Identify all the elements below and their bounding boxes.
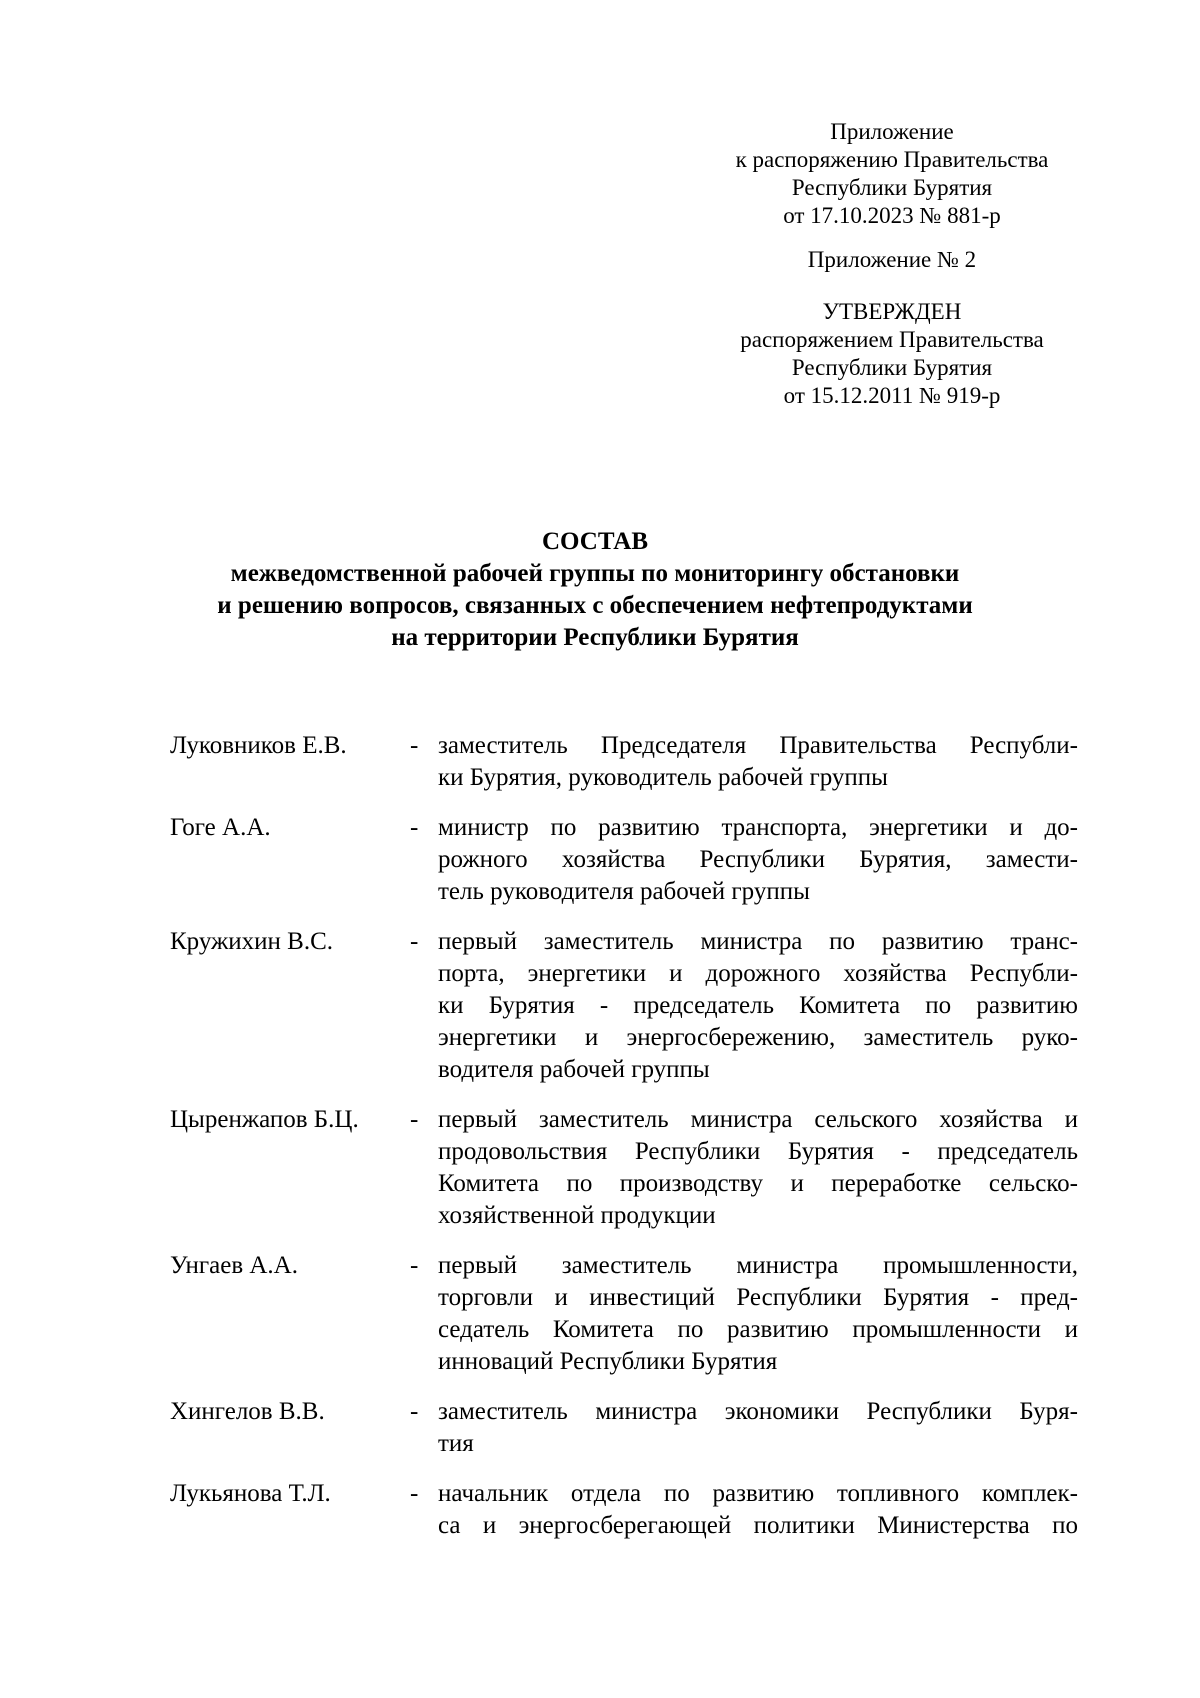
role-line: начальник отдела по развитию топливного комплек- <box>438 1480 1078 1507</box>
member-dash: - <box>410 1252 419 1279</box>
role-line: хозяйственной продукции <box>438 1202 716 1229</box>
member-row <box>170 1396 1090 1460</box>
role-line: продовольствия Республики Бурятия - председатель <box>438 1138 1078 1165</box>
role-line: седатель Комитета по развитию промышленности и <box>438 1316 1078 1343</box>
role-line: первый заместитель министра сельского хозяйства и <box>438 1106 1078 1133</box>
title-subtitle-line: межведомственной рабочей группы по мониторингу обстановки <box>230 560 960 587</box>
role-line: водителя рабочей группы <box>438 1056 710 1083</box>
member-dash: - <box>410 928 419 955</box>
member-row <box>170 1478 1090 1542</box>
member-name: Луковников Е.В. <box>170 732 347 759</box>
role-line: тель руководителя рабочей группы <box>438 878 810 905</box>
role-line: тия <box>438 1430 474 1457</box>
member-name: Цыренжапов Б.Ц. <box>170 1106 359 1133</box>
role-line: первый заместитель министра промышленности, <box>438 1252 1078 1279</box>
role-line: заместитель Председателя Правительства Республи- <box>438 732 1078 759</box>
member-row <box>170 926 1090 1086</box>
members-list <box>170 730 1090 1560</box>
title-subtitle-line: и решению вопросов, связанных с обеспечением нефтепродуктами <box>217 592 973 619</box>
role-line: порта, энергетики и дорожного хозяйства Республи- <box>438 960 1078 987</box>
member-dash: - <box>410 732 419 759</box>
member-dash: - <box>410 814 419 841</box>
role-line: торговли и инвестиций Республики Бурятия - пред- <box>438 1284 1078 1311</box>
document-title <box>0 526 1190 654</box>
role-line: министр по развитию транспорта, энергетики и до- <box>438 814 1078 841</box>
member-role <box>438 926 1078 1086</box>
role-line: ки Бурятия, руководитель рабочей группы <box>438 764 888 791</box>
role-line: первый заместитель министра по развитию транс- <box>438 928 1078 955</box>
appendix-header <box>712 118 1072 230</box>
member-role <box>438 1478 1078 1542</box>
title-heading: СОСТАВ <box>541 528 649 555</box>
appendix-date-number: от 17.10.2023 № 881-р <box>783 203 1001 228</box>
approved-date-number: от 15.12.2011 № 919-р <box>783 383 1001 408</box>
member-dash: - <box>410 1106 419 1133</box>
member-role <box>438 1104 1078 1232</box>
member-name: Унгаев А.А. <box>170 1252 298 1279</box>
appendix-republic: Республики Бурятия <box>791 175 993 200</box>
appendix-number-block <box>712 246 1072 274</box>
member-name: Гоге А.А. <box>170 814 271 841</box>
approved-order-ref: распоряжением Правительства <box>740 327 1044 352</box>
member-role <box>438 730 1078 794</box>
member-role <box>438 812 1078 908</box>
member-name: Хингелов В.В. <box>170 1398 325 1425</box>
member-row <box>170 1104 1090 1232</box>
role-line: рожного хозяйства Республики Бурятия, замести- <box>438 846 1078 873</box>
member-row <box>170 812 1090 908</box>
member-row <box>170 1250 1090 1378</box>
appendix-order-ref: к распоряжению Правительства <box>735 147 1049 172</box>
member-row <box>170 730 1090 794</box>
member-dash: - <box>410 1398 419 1425</box>
role-line: ки Бурятия - председатель Комитета по развитию <box>438 992 1078 1019</box>
approved-label: УТВЕРЖДЕН <box>822 299 962 324</box>
approved-header <box>712 298 1072 410</box>
role-line: са и энергосберегающей политики Министерства по <box>438 1512 1078 1539</box>
approved-republic: Республики Бурятия <box>791 355 993 380</box>
member-dash: - <box>410 1480 419 1507</box>
member-name: Кружихин В.С. <box>170 928 334 955</box>
role-line: инноваций Республики Бурятия <box>438 1348 778 1375</box>
member-name: Лукьянова Т.Л. <box>170 1480 331 1507</box>
appendix-label: Приложение <box>830 119 954 144</box>
appendix-number: Приложение № 2 <box>807 247 977 272</box>
member-role <box>438 1396 1078 1460</box>
member-role <box>438 1250 1078 1378</box>
role-line: заместитель министра экономики Республики Буря- <box>438 1398 1078 1425</box>
role-line: энергетики и энергосбережению, заместитель руко- <box>438 1024 1078 1051</box>
role-line: Комитета по производству и переработке сельско- <box>438 1170 1078 1197</box>
title-subtitle-line: на территории Республики Бурятия <box>391 624 799 651</box>
